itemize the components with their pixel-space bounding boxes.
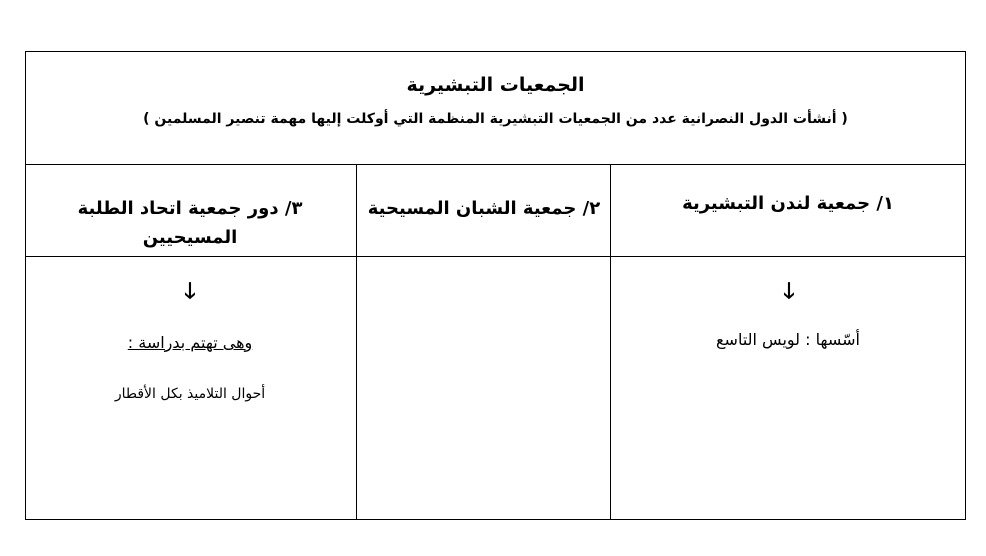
column-heading-london-society: ١/ جمعية لندن التبشيرية	[682, 193, 894, 214]
study-text: أحوال التلاميذ بكل الأقطار	[114, 386, 266, 402]
column-divider-left	[356, 164, 357, 520]
header-divider	[25, 164, 966, 165]
study-label: وهى تهتم بدراسة :	[127, 333, 253, 352]
page-title: الجمعيات التبشيرية	[406, 74, 585, 96]
column-divider-right	[610, 164, 611, 520]
founder-text: أسّسها : لويس التاسع	[716, 330, 860, 349]
arrow-down-icon: 🡓	[783, 279, 795, 304]
column-heading-student-union: ٣/ دور جمعية اتحاد الطلبة المسيحيين	[77, 198, 303, 248]
column-heading-ymca: ٢/ جمعية الشبان المسيحية	[367, 198, 601, 219]
page-subtitle: ( أنشأت الدول النصرانية عدد من الجمعيات التبشيرية المنظمة التي أوكلت إليها مهمة تنصير المسلمين )	[143, 111, 848, 127]
row-divider	[25, 256, 966, 257]
arrow-down-icon: 🡓	[184, 279, 196, 304]
